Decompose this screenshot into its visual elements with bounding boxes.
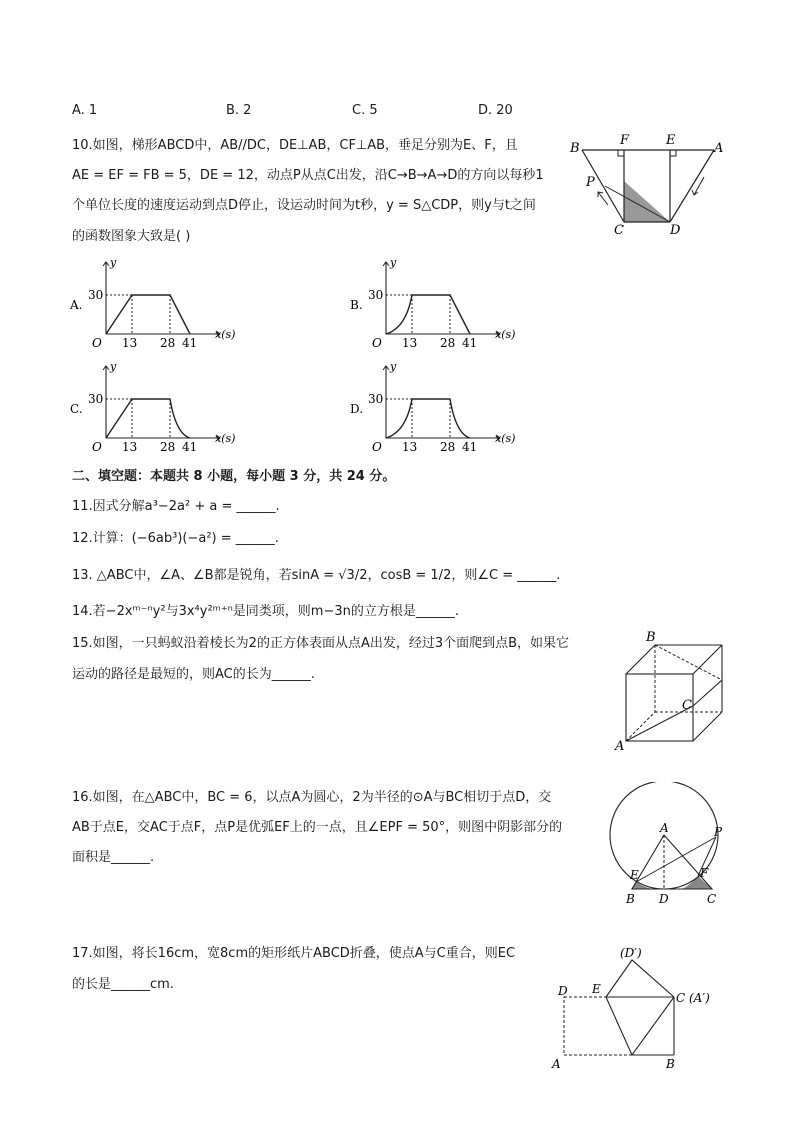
svg-text:28: 28 xyxy=(440,440,456,454)
svg-text:13: 13 xyxy=(122,440,138,454)
q10-line-1: 10.如图，梯形ABCD中，AB//DC，DE⊥AB，CF⊥AB，垂足分别为E、F，且 xyxy=(72,138,518,153)
svg-text:x(s): x(s) xyxy=(495,432,516,445)
svg-text:30: 30 xyxy=(368,288,384,302)
q17-fold-figure xyxy=(546,942,736,1077)
q9-option-c: C. 5 xyxy=(352,103,378,118)
graph-a-label: A. xyxy=(70,298,83,312)
right-angle-f xyxy=(618,150,624,156)
q10-graph-b xyxy=(350,254,540,354)
q10-graph-a xyxy=(70,254,260,354)
q10-line-3: 个单位长度的速度运动到点D停止，设运动时间为t秒，y = S△CDP，则y与t之间 xyxy=(72,198,536,213)
q10-graph-c xyxy=(70,358,260,458)
label-c: C xyxy=(614,223,624,238)
section-2-heading: 二、填空题：本题共 8 小题，每小题 3 分，共 24 分。 xyxy=(72,469,396,484)
q9-option-d: D. 20 xyxy=(478,103,513,118)
svg-text:28: 28 xyxy=(160,440,176,454)
graph-a-curve xyxy=(106,295,190,334)
svg-text:41: 41 xyxy=(462,336,478,350)
arrow-cb xyxy=(598,192,608,205)
label-c-a-prime: C (A′) xyxy=(676,991,710,1005)
svg-text:13: 13 xyxy=(402,336,418,350)
q10-line-2: AE = EF = FB = 5，DE = 12，动点P从点C出发，沿C→B→A→D的方向以每秒1 xyxy=(72,168,544,183)
graph-c-label: C. xyxy=(70,402,83,416)
svg-text:28: 28 xyxy=(160,336,176,350)
q15-line-1: 15.如图，一只蚂蚁沿着棱长为2的正方体表面从点A出发，经过3个面爬到点B，如果它 xyxy=(72,636,570,651)
label-f: F xyxy=(620,133,630,148)
graph-d-label: D. xyxy=(350,402,364,416)
label-b: B xyxy=(570,141,580,156)
label-b: B xyxy=(646,630,656,645)
svg-text:O: O xyxy=(372,336,382,350)
svg-text:41: 41 xyxy=(462,440,478,454)
q9-option-b: B. 2 xyxy=(226,103,252,118)
label-e: E xyxy=(592,982,601,996)
path-segment-side xyxy=(693,680,722,706)
shaded-triangle-cdp xyxy=(624,181,670,222)
q15-cube-figure xyxy=(610,628,730,753)
label-c: C xyxy=(707,892,717,906)
label-d: D xyxy=(670,223,681,238)
svg-text:41: 41 xyxy=(182,336,198,350)
q16-circle-figure xyxy=(604,782,734,912)
svg-text:O: O xyxy=(92,440,102,454)
label-d: D xyxy=(558,984,568,998)
svg-text:41: 41 xyxy=(182,440,198,454)
label-a: A xyxy=(615,739,625,753)
folded-flap xyxy=(606,960,674,997)
graph-b-curve xyxy=(386,295,470,334)
svg-text:O: O xyxy=(92,336,102,350)
q11-text: 11.因式分解a³−2a² + a = ______. xyxy=(72,499,280,514)
label-f: F xyxy=(700,866,709,880)
label-d-prime: (D′) xyxy=(620,946,642,960)
graph-b-label: B. xyxy=(350,298,363,312)
q15-line-2: 运动的路径是最短的，则AC的长为______. xyxy=(72,667,315,682)
right-angle-e xyxy=(670,150,676,156)
segment-ad xyxy=(670,150,714,222)
q10-graph-d xyxy=(350,358,540,458)
q12-text: 12.计算：(−6ab³)(−a²) = ______. xyxy=(72,531,279,546)
graph-d-curve xyxy=(386,399,470,438)
fold-line-ef xyxy=(606,997,632,1055)
q16-line-3: 面积是______. xyxy=(72,850,155,865)
svg-text:y: y xyxy=(390,360,397,373)
label-a: A xyxy=(660,821,669,835)
label-b: B xyxy=(626,892,635,906)
svg-text:13: 13 xyxy=(122,336,138,350)
label-b: B xyxy=(666,1057,675,1071)
svg-text:13: 13 xyxy=(402,440,418,454)
q14-text: 14.若−2xᵐ⁻ⁿy²与3x⁴y²ᵐ⁺ⁿ是同类项，则m−3n的立方根是______. xyxy=(72,604,459,619)
svg-text:O: O xyxy=(372,440,382,454)
q16-line-1: 16.如图，在△ABC中，BC = 6，以点A为圆心，2为半径的⊙A与BC相切于点D，交 xyxy=(72,790,552,805)
label-e: E xyxy=(630,868,639,882)
label-d: D xyxy=(659,892,669,906)
svg-text:y: y xyxy=(110,360,117,373)
q9-option-a: A. 1 xyxy=(72,103,98,118)
q17-line-2: 的长是______cm. xyxy=(72,977,174,992)
graph-c-curve xyxy=(106,399,190,438)
q16-line-2: AB于点E，交AC于点F，点P是优弧EF上的一点，且∠EPF = 50°，则图中阴影部分的 xyxy=(72,820,563,835)
q13-text: 13. △ABC中，∠A、∠B都是锐角，若sinA = √3/2，cosB = 1/2，则∠C = ______. xyxy=(72,568,561,583)
q17-line-1: 17.如图，将长16cm，宽8cm的矩形纸片ABCD折叠，使点A与C重合，则EC xyxy=(72,946,516,961)
svg-text:x(s): x(s) xyxy=(215,432,236,445)
svg-text:y: y xyxy=(110,256,117,269)
q10-trapezoid-figure xyxy=(566,130,726,240)
svg-text:30: 30 xyxy=(88,288,104,302)
svg-text:y: y xyxy=(390,256,397,269)
q10-line-4: 的函数图象大致是( ) xyxy=(72,229,191,244)
svg-text:x(s): x(s) xyxy=(215,328,236,341)
svg-text:30: 30 xyxy=(88,392,104,406)
path-segment-top xyxy=(655,645,722,680)
label-a: A xyxy=(714,141,724,156)
label-a: A xyxy=(552,1057,561,1071)
svg-text:30: 30 xyxy=(368,392,384,406)
label-p: P xyxy=(714,825,723,839)
label-e: E xyxy=(666,133,676,148)
svg-text:28: 28 xyxy=(440,336,456,350)
svg-text:x(s): x(s) xyxy=(495,328,516,341)
label-c: C xyxy=(682,698,692,713)
label-p: P xyxy=(586,175,595,190)
segment-fc xyxy=(632,997,674,1055)
